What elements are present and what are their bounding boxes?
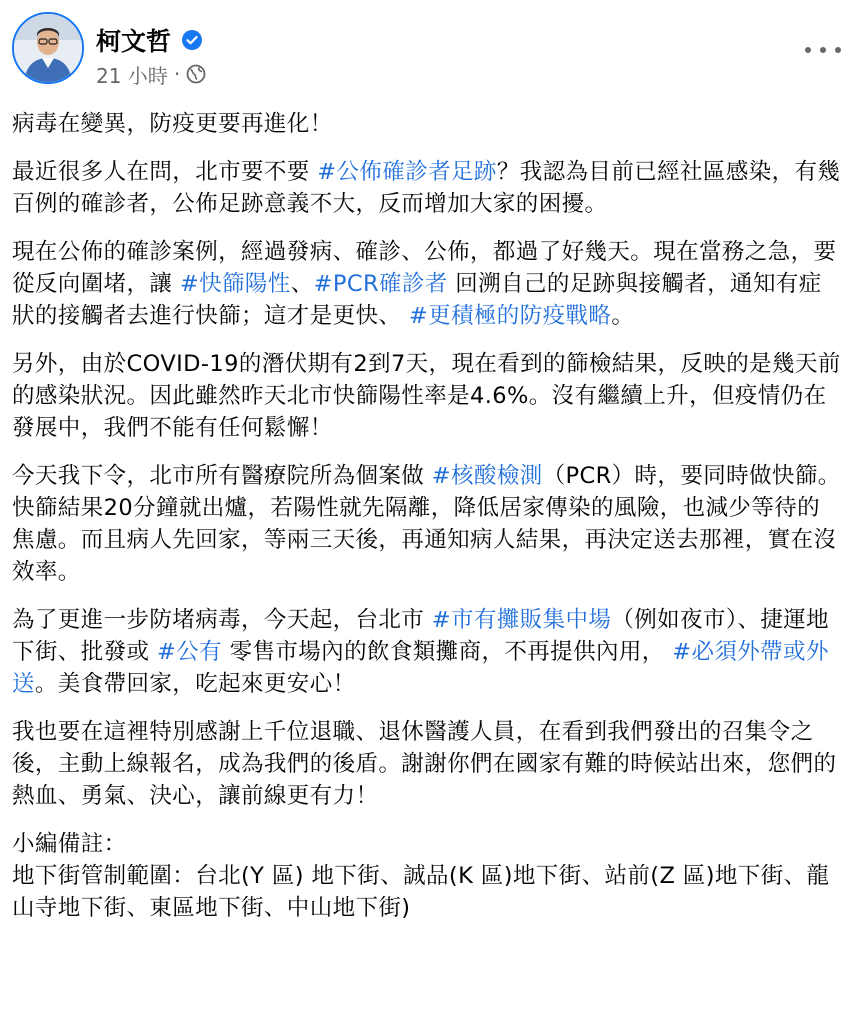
post-header [12,12,849,92]
paragraph-text: 另外，由於COVID-19的潛伏期有2到7天，現在看到的篩檢結果，反映的是幾天前的感染狀況。因此雖然昨天北市快篩陽性率是4.6%。沒有繼續上升，但疫情仍在發展中，我們不能有任何鬆懈！ [12,351,841,441]
more-dot-icon [820,47,826,53]
paragraph-text: 最近很多人在問，北市要不要 [12,159,318,185]
paragraph-text: 、 [290,271,314,297]
author-name[interactable]: 柯文哲 [96,27,172,56]
editor-note-text: 地下街管制範圍：台北(Y 區) 地下街、誠品(K 區)地下街、站前(Z 區)地下街、龍 山寺地下街、東區地下街、中山地下街) [12,863,830,921]
globe-icon[interactable] [186,64,206,84]
post-paragraph [12,108,842,140]
more-options-button[interactable] [805,38,841,62]
more-dot-icon [805,47,811,53]
hashtag-link[interactable]: #公佈確診者足跡 [317,159,497,185]
meta-separator: · [173,62,181,86]
hashtag-link[interactable]: #快篩陽性 [179,271,291,297]
post-meta [96,60,206,88]
paragraph-text: 為了更進一步防堵病毒，今天起，台北市 [12,607,432,633]
paragraph-text: 。 [611,303,635,329]
post-paragraph [12,156,842,220]
paragraph-text: 我也要在這裡特別感謝上千位退職、退休醫護人員，在看到我們發出的召集令之後，主動上線報名，成為我們的後盾。謝謝你們在國家有難的時候站出來，您們的熱血、勇氣、決心，讓前線更有力！ [12,719,837,809]
paragraph-text: 回溯自己的足跡與接觸者，通知有症狀的接觸者去進行快篩；這才是更快、 [12,271,822,329]
hashtag-link[interactable]: #必須外帶或外送 [12,639,829,697]
paragraph-text: 今天我下令，北市所有醫療院所為個案做 [12,463,432,489]
paragraph-text: 病毒在變異，防疫更要再進化！ [12,111,333,137]
hashtag-link[interactable]: #公有 [156,639,223,665]
post-paragraph [12,604,842,700]
hashtag-link[interactable]: #更積極的防疫戰略 [408,303,612,329]
paragraph-text: （例如夜市）、捷運地下街、批發或 [12,607,830,665]
post-timestamp[interactable]: 21 小時 [96,63,168,88]
author-avatar[interactable] [12,12,84,84]
author-line [96,22,203,58]
paragraph-text: 零售市場內的飲食類攤商，不再提供內用， [222,639,673,665]
editor-note-title: 小編備註： [12,831,127,857]
hashtag-link[interactable]: #核酸檢測 [431,463,543,489]
paragraph-text: ？我認為目前已經社區感染，有幾百例的確診者，公佈足跡意義不大，反而增加大家的困擾。 [12,159,841,217]
post-body [12,108,842,924]
post-paragraph [12,460,842,588]
paragraph-text: 現在公佈的確診案例，經過發病、確診、公佈，都過了好幾天。現在當務之急，要從反向圍堵，讓 [12,239,837,297]
paragraph-text: （PCR）時，要同時做快篩。快篩結果20分鐘就出爐，若陽性就先隔離，降低居家傳染的風險，也減少等待的焦慮。而且病人先回家，等兩三天後，再通知病人結果，再決定送去那裡，實在沒效率。 [12,463,841,585]
hashtag-link[interactable]: #市有攤販集中場 [431,607,612,633]
post-paragraph [12,716,842,812]
avatar-portrait-icon [14,14,82,82]
verified-badge-icon [181,29,203,51]
paragraph-text: 。美食帶回家，吃起來更安心！ [34,671,356,697]
post-paragraphs [12,108,842,812]
editor-note [12,828,842,924]
post-paragraph [12,348,842,444]
post-paragraph [12,236,842,332]
hashtag-link[interactable]: #PCR確診者 [313,271,448,297]
more-dot-icon [835,47,841,53]
